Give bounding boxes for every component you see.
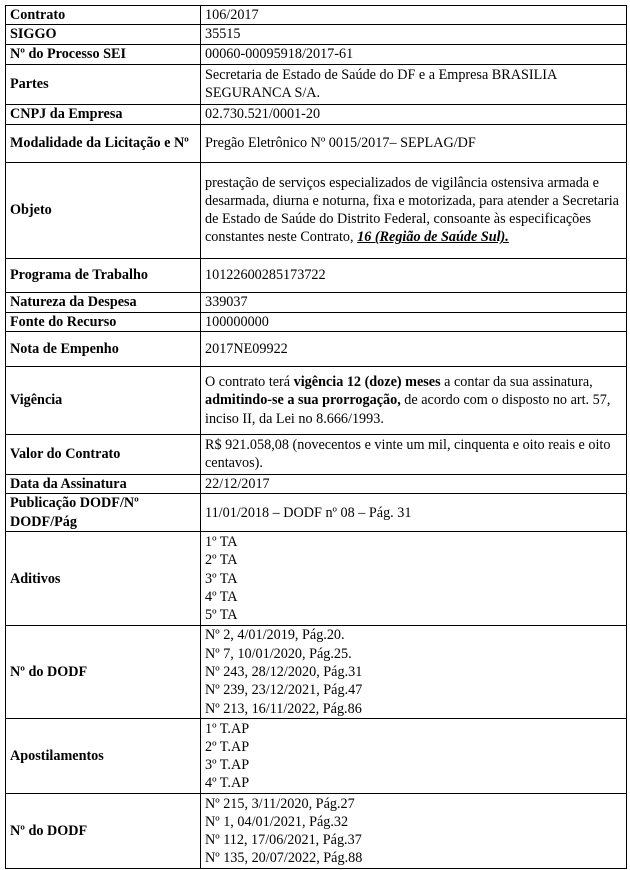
row-dodf-2 — [6, 794, 627, 869]
value-processo: 00060-00095918/2017-61 — [201, 44, 627, 64]
row-processo — [6, 44, 627, 64]
label-objeto: Objeto — [6, 162, 201, 258]
label-fonte: Fonte do Recurso — [6, 312, 201, 331]
row-vigencia — [6, 366, 627, 434]
value-valor: R$ 921.058,08 (novecentos e vinte um mil, cinquenta e oito reais e oito centavos). — [201, 434, 627, 474]
row-programa — [6, 258, 627, 292]
value-dodf-2 — [201, 794, 627, 869]
list-item: Nº 243, 28/12/2020, Pág.31 — [205, 664, 363, 681]
label-apostilamentos: Apostilamentos — [6, 719, 201, 794]
label-aditivos: Aditivos — [6, 532, 201, 626]
list-item: Nº 1, 04/01/2021, Pág.32 — [205, 813, 349, 830]
row-valor — [6, 434, 627, 474]
label-partes: Partes — [6, 64, 201, 104]
vigencia-text-1: O contrato terá — [205, 373, 294, 390]
row-assinatura — [6, 474, 627, 493]
label-valor: Valor do Contrato — [6, 434, 201, 474]
row-fonte — [6, 312, 627, 331]
list-item: 2º TA — [205, 552, 238, 569]
list-item: 4º T.AP — [205, 775, 250, 792]
row-partes — [6, 64, 627, 104]
value-contrato: 106/2017 — [201, 6, 627, 25]
row-natureza — [6, 292, 627, 312]
label-modalidade: Modalidade da Licitação e Nº — [6, 124, 201, 162]
vigencia-text-2: a contar da sua assinatura, — [440, 373, 593, 390]
row-modalidade — [6, 124, 627, 162]
list-item: Nº 135, 20/07/2022, Pág.88 — [205, 850, 363, 867]
label-programa: Programa de Trabalho — [6, 258, 201, 292]
list-item: Nº 2, 4/01/2019, Pág.20. — [205, 627, 345, 644]
list-item: Nº 112, 17/06/2021, Pág.37 — [205, 832, 362, 849]
row-apostilamentos — [6, 719, 627, 794]
list-item: Nº 7, 10/01/2020, Pág.25. — [205, 645, 352, 662]
label-dodf-1: Nº do DODF — [6, 626, 201, 719]
list-item: 1º T.AP — [205, 720, 250, 737]
label-processo: Nº do Processo SEI — [6, 44, 201, 64]
value-natureza: 339037 — [201, 292, 627, 312]
row-dodf-1 — [6, 626, 627, 719]
vigencia-bold-2: admitindo-se a sua prorrogação, — [205, 392, 401, 409]
objeto-emphasis: 16 (Região de Saúde Sul). — [357, 229, 509, 246]
list-item: 3º TA — [205, 570, 238, 587]
list-item: 4º TA — [205, 588, 238, 605]
value-objeto — [201, 162, 627, 258]
vigencia-bold-1: vigência 12 (doze) meses — [293, 373, 441, 390]
list-item: Nº 215, 3/11/2020, Pág.27 — [205, 795, 355, 812]
value-empenho: 2017NE09922 — [201, 331, 627, 366]
value-dodf-1 — [201, 626, 627, 719]
label-natureza: Natureza da Despesa — [6, 292, 201, 312]
label-cnpj: CNPJ da Empresa — [6, 104, 201, 124]
list-item: 2º T.AP — [205, 738, 250, 755]
list-item: Nº 239, 23/12/2021, Pág.47 — [205, 682, 363, 699]
list-item: Nº 213, 16/11/2022, Pág.86 — [205, 700, 362, 717]
row-siggo — [6, 25, 627, 44]
objeto-text: prestação de serviços especializados de vigilância ostensiva armada e desarmada, diurna e noturna, fixa e motorizada, para atender a Secretaria de Estado de Saúde do Distrito Federal, consoante às especificações constantes neste Contrato, — [205, 174, 619, 246]
value-apostilamentos — [201, 719, 627, 794]
row-objeto — [6, 162, 627, 258]
contract-summary-table — [5, 5, 627, 869]
label-dodf-2: Nº do DODF — [6, 794, 201, 869]
vigencia-text-3: de acordo com o disposto no art. 57, inciso II, da Lei no 8.666/1993. — [205, 392, 611, 427]
row-aditivos — [6, 532, 627, 626]
label-vigencia: Vigência — [6, 366, 201, 434]
value-cnpj: 02.730.521/0001-20 — [201, 104, 627, 124]
value-siggo: 35515 — [201, 25, 627, 44]
label-assinatura: Data da Assinatura — [6, 474, 201, 493]
value-aditivos — [201, 532, 627, 626]
label-empenho: Nota de Empenho — [6, 331, 201, 366]
list-item: 3º T.AP — [205, 757, 250, 774]
value-publicacao: 11/01/2018 – DODF nº 08 – Pág. 31 — [201, 494, 627, 532]
row-cnpj — [6, 104, 627, 124]
row-publicacao — [6, 494, 627, 532]
value-programa: 10122600285173722 — [201, 258, 627, 292]
label-siggo: SIGGO — [6, 25, 201, 44]
label-publicacao: Publicação DODF/Nº DODF/Pág — [6, 494, 201, 532]
value-assinatura: 22/12/2017 — [201, 474, 627, 493]
row-empenho — [6, 331, 627, 366]
label-contrato: Contrato — [6, 6, 201, 25]
list-item: 5º TA — [205, 607, 238, 624]
row-contrato — [6, 6, 627, 25]
value-partes: Secretaria de Estado de Saúde do DF e a Empresa BRASILIA SEGURANCA S/A. — [201, 64, 627, 104]
list-item: 1º TA — [205, 533, 238, 550]
value-vigencia — [201, 366, 627, 434]
value-fonte: 100000000 — [201, 312, 627, 331]
value-modalidade: Pregão Eletrônico Nº 0015/2017– SEPLAG/DF — [201, 124, 627, 162]
